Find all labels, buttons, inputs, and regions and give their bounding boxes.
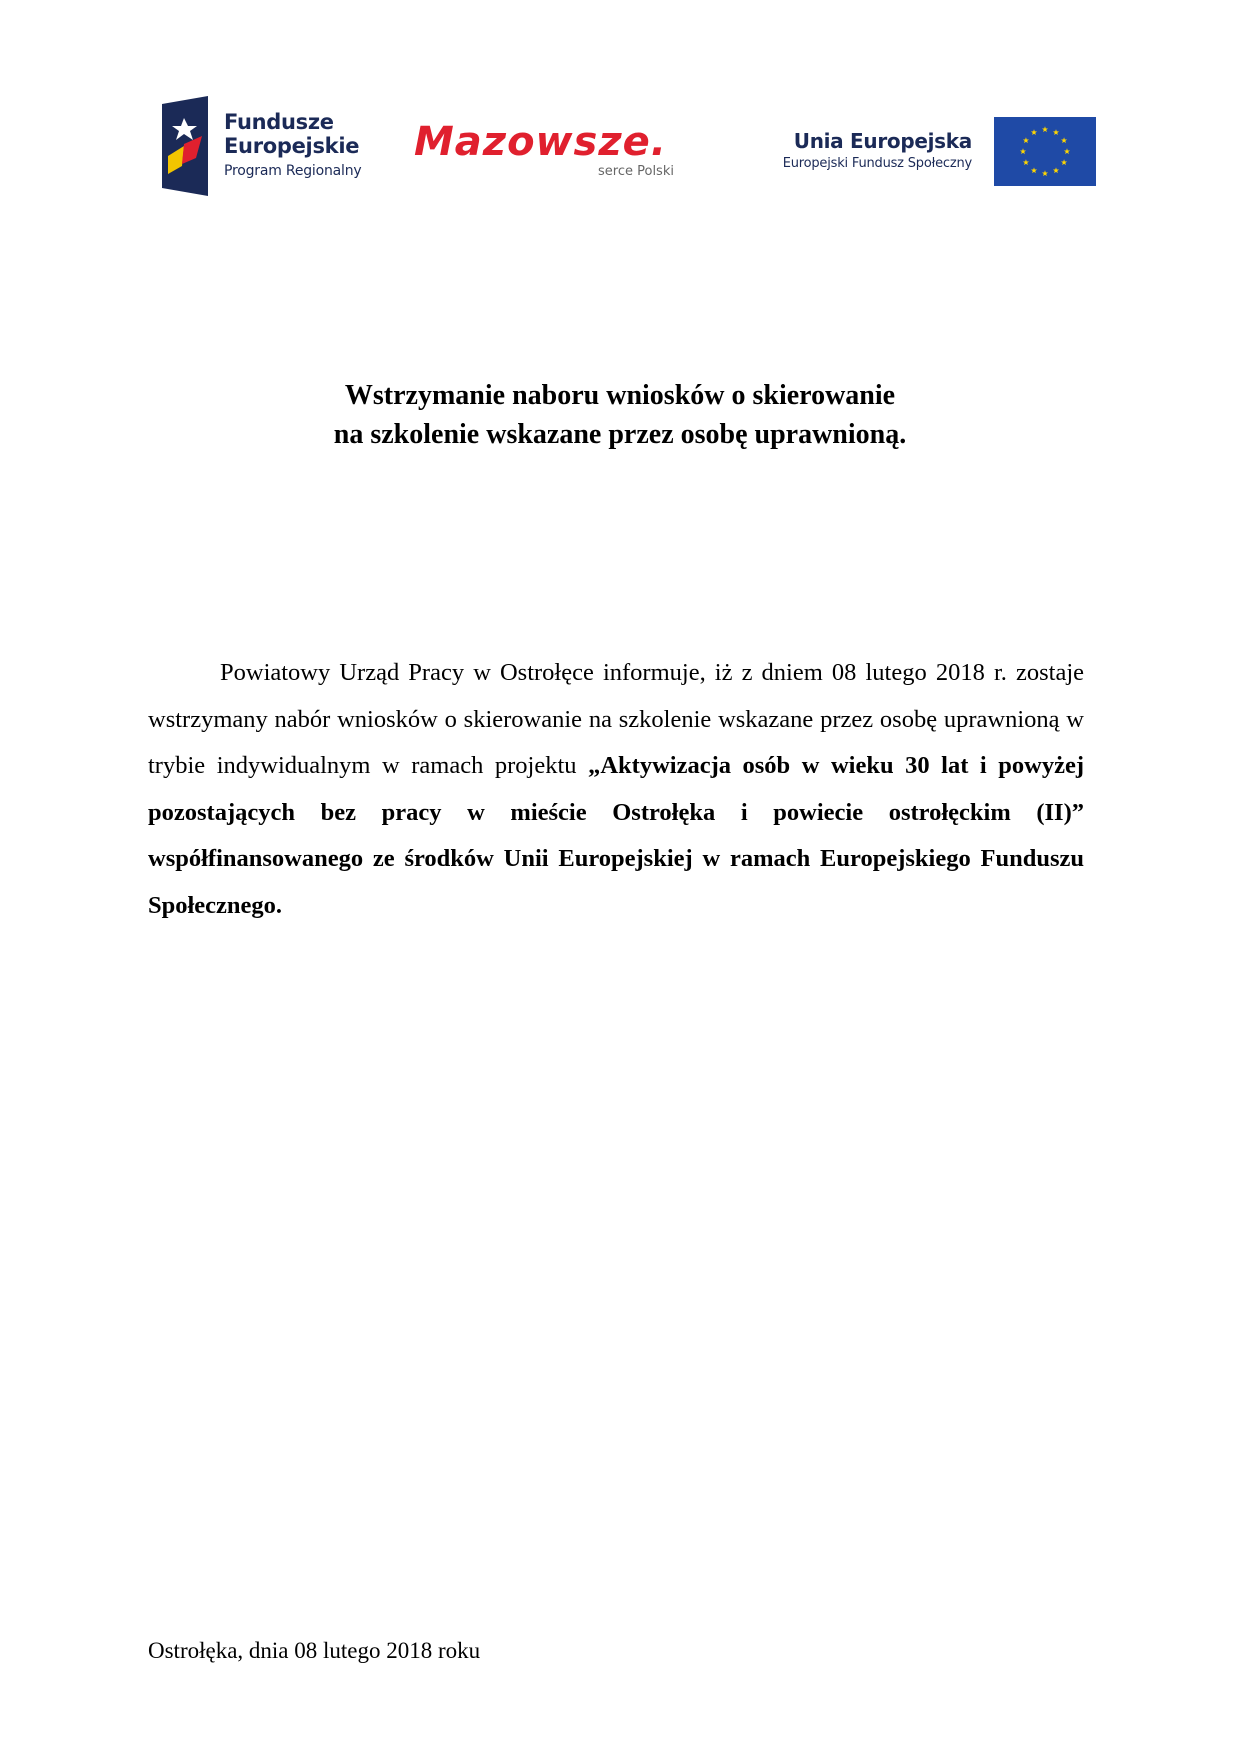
ue-logo-line2: Europejski Fundusz Społeczny [782, 156, 972, 171]
mazowsze-logo [414, 118, 694, 188]
fundusze-europejskie-text [224, 110, 361, 182]
place-and-date: Ostrołęka, dnia 08 lutego 2018 roku [148, 1638, 481, 1663]
announcement-regular-text: Powiatowy Urząd Pracy w Ostrołęce informuje, iż z dniem 08 lutego 2018 r. zostaje wstrzymany nabór wniosków o skierowanie na szkolenie wskazane przez osobę uprawnioną w trybie indywidualnym w ramach projektu [148, 659, 1084, 779]
ue-logo-line1: Unia Europejska [793, 129, 972, 153]
eu-flag-icon [994, 117, 1096, 186]
document-title [180, 376, 1060, 454]
fundusze-europejskie-mark-icon [162, 96, 208, 196]
mazowsze-tagline: serce Polski [598, 164, 674, 179]
title-line-1: Wstrzymanie naboru wniosków o skierowanie [344, 380, 896, 411]
unia-europejska-text [700, 128, 972, 174]
fundusze-europejskie-logo [162, 96, 382, 198]
title-line-2: na szkolenie wskazane przez osobę uprawnioną. [333, 419, 907, 450]
logo-header [0, 0, 1240, 220]
mazowsze-wordmark: Mazowsze. [414, 119, 667, 165]
fe-logo-line1: Fundusze [224, 110, 334, 134]
fe-logo-line3: Program Regionalny [224, 163, 362, 179]
announcement-project-name: „Aktywizacja osób w wieku 30 lat i powyżej pozostających bez pracy w mieście Ostrołęka i powiecie ostrołęckim (II)” współfinansowanego ze środków Unii Europejskiej w ramach Europejskiego Funduszu Społecznego. [148, 752, 1084, 919]
announcement-paragraph [148, 650, 1084, 929]
fe-logo-line2: Europejskie [224, 134, 360, 158]
